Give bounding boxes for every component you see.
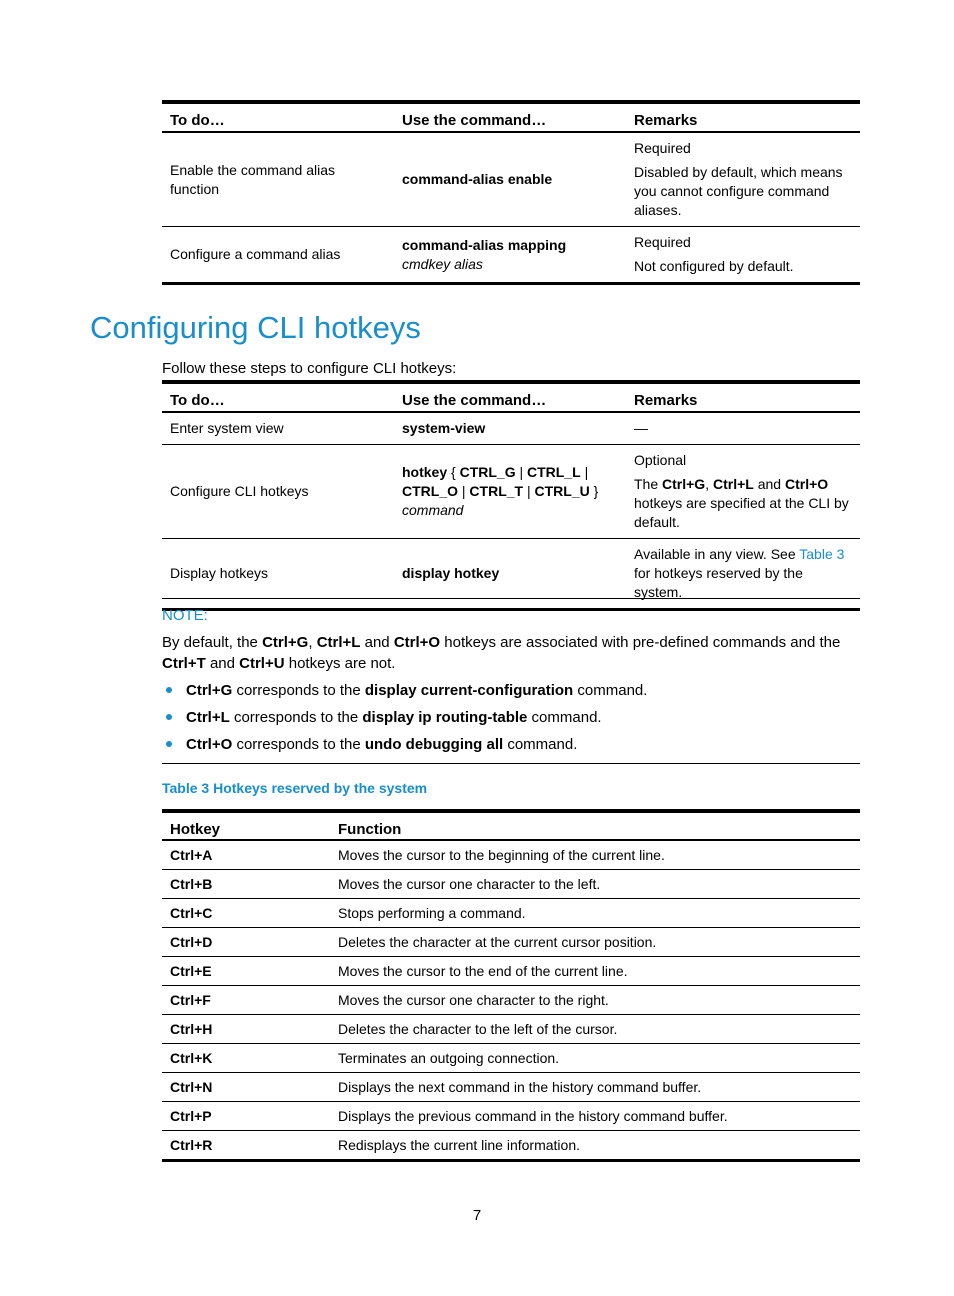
function-cell: Deletes the character at the current cursor position. [330, 928, 860, 957]
hotkey-cell: Ctrl+R [162, 1131, 330, 1161]
hotkey-cell: Ctrl+N [162, 1073, 330, 1102]
column-header-command: Use the command… [394, 382, 626, 412]
function-cell: Displays the next command in the history command buffer. [330, 1073, 860, 1102]
command-text: display hotkey [402, 565, 500, 581]
hotkey-cell: Ctrl+D [162, 928, 330, 957]
command-cell [394, 132, 626, 227]
column-header-hotkey: Hotkey [162, 811, 330, 840]
list-item: Ctrl+L corresponds to the display ip routing-table command. [162, 707, 860, 728]
todo-cell: Configure a command alias [162, 227, 394, 284]
table-row [162, 132, 860, 227]
hotkey-config-table [162, 380, 860, 611]
remark-line: Disabled by default, which means you cannot configure command aliases. [634, 164, 843, 218]
table-row [162, 445, 860, 539]
note-body: By default, the Ctrl+G, Ctrl+L and Ctrl+O hotkeys are associated with pre-defined commands and the Ctrl+T and Ctrl+U hotkeys are not. [162, 634, 841, 672]
section-intro: Follow these steps to configure CLI hotkeys: [162, 360, 457, 377]
hotkey-cell: Ctrl+P [162, 1102, 330, 1131]
function-cell: Terminates an outgoing connection. [330, 1044, 860, 1073]
table-row [162, 928, 860, 957]
column-header-todo: To do… [162, 382, 394, 412]
table-row [162, 1131, 860, 1161]
table-row [162, 412, 860, 445]
table-row [162, 1015, 860, 1044]
command-cell [394, 412, 626, 445]
bullet-icon [166, 714, 172, 720]
remarks-cell: Available in any view. See Table 3 for hotkeys reserved by the system. [626, 539, 860, 610]
todo-cell: Configure CLI hotkeys [162, 445, 394, 539]
hotkey-cell: Ctrl+F [162, 986, 330, 1015]
hotkey-cell: Ctrl+B [162, 870, 330, 899]
list-item: Ctrl+O corresponds to the undo debugging all command. [162, 734, 860, 755]
remarks-cell [626, 445, 860, 539]
hotkey-cell: Ctrl+K [162, 1044, 330, 1073]
function-cell: Stops performing a command. [330, 899, 860, 928]
todo-cell: Display hotkeys [162, 539, 394, 610]
function-cell: Moves the cursor to the end of the current line. [330, 957, 860, 986]
remark-line: Optional [634, 452, 687, 468]
command-text: command-alias enable [402, 171, 553, 187]
note-label: NOTE: [162, 607, 208, 624]
column-header-remarks: Remarks [626, 382, 860, 412]
column-header-function: Function [330, 811, 860, 840]
todo-cell: Enter system view [162, 412, 394, 445]
column-header-command: Use the command… [394, 102, 626, 132]
bullet-icon [166, 741, 172, 747]
command-alias-table [162, 100, 860, 285]
command-text: system-view [402, 420, 486, 436]
list-item: Ctrl+G corresponds to the display current-configuration command. [162, 680, 860, 701]
remark-line: Required [634, 234, 691, 250]
page-number: 7 [472, 1207, 482, 1224]
function-cell: Deletes the character to the left of the cursor. [330, 1015, 860, 1044]
note-box [162, 598, 860, 764]
table-row [162, 227, 860, 284]
section-title: Configuring CLI hotkeys [90, 310, 421, 345]
table-row [162, 870, 860, 899]
todo-cell: Enable the command alias function [162, 132, 394, 227]
function-cell: Moves the cursor to the beginning of the current line. [330, 840, 860, 870]
remark-line: Required [634, 140, 691, 156]
table-row [162, 1102, 860, 1131]
function-cell: Displays the previous command in the history command buffer. [330, 1102, 860, 1131]
remarks-cell [626, 227, 860, 284]
remark-line: The Ctrl+G, Ctrl+L and Ctrl+O hotkeys are specified at the CLI by default. [634, 476, 849, 530]
remarks-cell: — [626, 412, 860, 445]
command-argument: cmdkey alias [402, 255, 483, 272]
command-cell [394, 227, 626, 284]
function-cell: Redisplays the current line information. [330, 1131, 860, 1161]
function-cell: Moves the cursor one character to the left. [330, 870, 860, 899]
hotkey-cell: Ctrl+E [162, 957, 330, 986]
hotkey-cell: Ctrl+C [162, 899, 330, 928]
table-row [162, 986, 860, 1015]
reserved-hotkeys-table [162, 809, 860, 1162]
function-cell: Moves the cursor one character to the right. [330, 986, 860, 1015]
hotkey-cell: Ctrl+H [162, 1015, 330, 1044]
table-row [162, 899, 860, 928]
table-3-link[interactable]: Table 3 [799, 546, 845, 562]
bullet-icon [166, 687, 172, 693]
command-text: command-alias mapping [402, 236, 567, 253]
note-bullet-list [162, 680, 860, 755]
command-cell: hotkey { CTRL_G | CTRL_L | CTRL_O | CTRL_T | CTRL_U } command [394, 445, 626, 539]
column-header-todo: To do… [162, 102, 394, 132]
table-caption: Table 3 Hotkeys reserved by the system [162, 780, 428, 796]
table-row [162, 1073, 860, 1102]
hotkey-cell: Ctrl+A [162, 840, 330, 870]
table-row [162, 1044, 860, 1073]
column-header-remarks: Remarks [626, 102, 860, 132]
table-row [162, 957, 860, 986]
table-row [162, 840, 860, 870]
remarks-cell [626, 132, 860, 227]
remark-line: Not configured by default. [634, 258, 794, 274]
